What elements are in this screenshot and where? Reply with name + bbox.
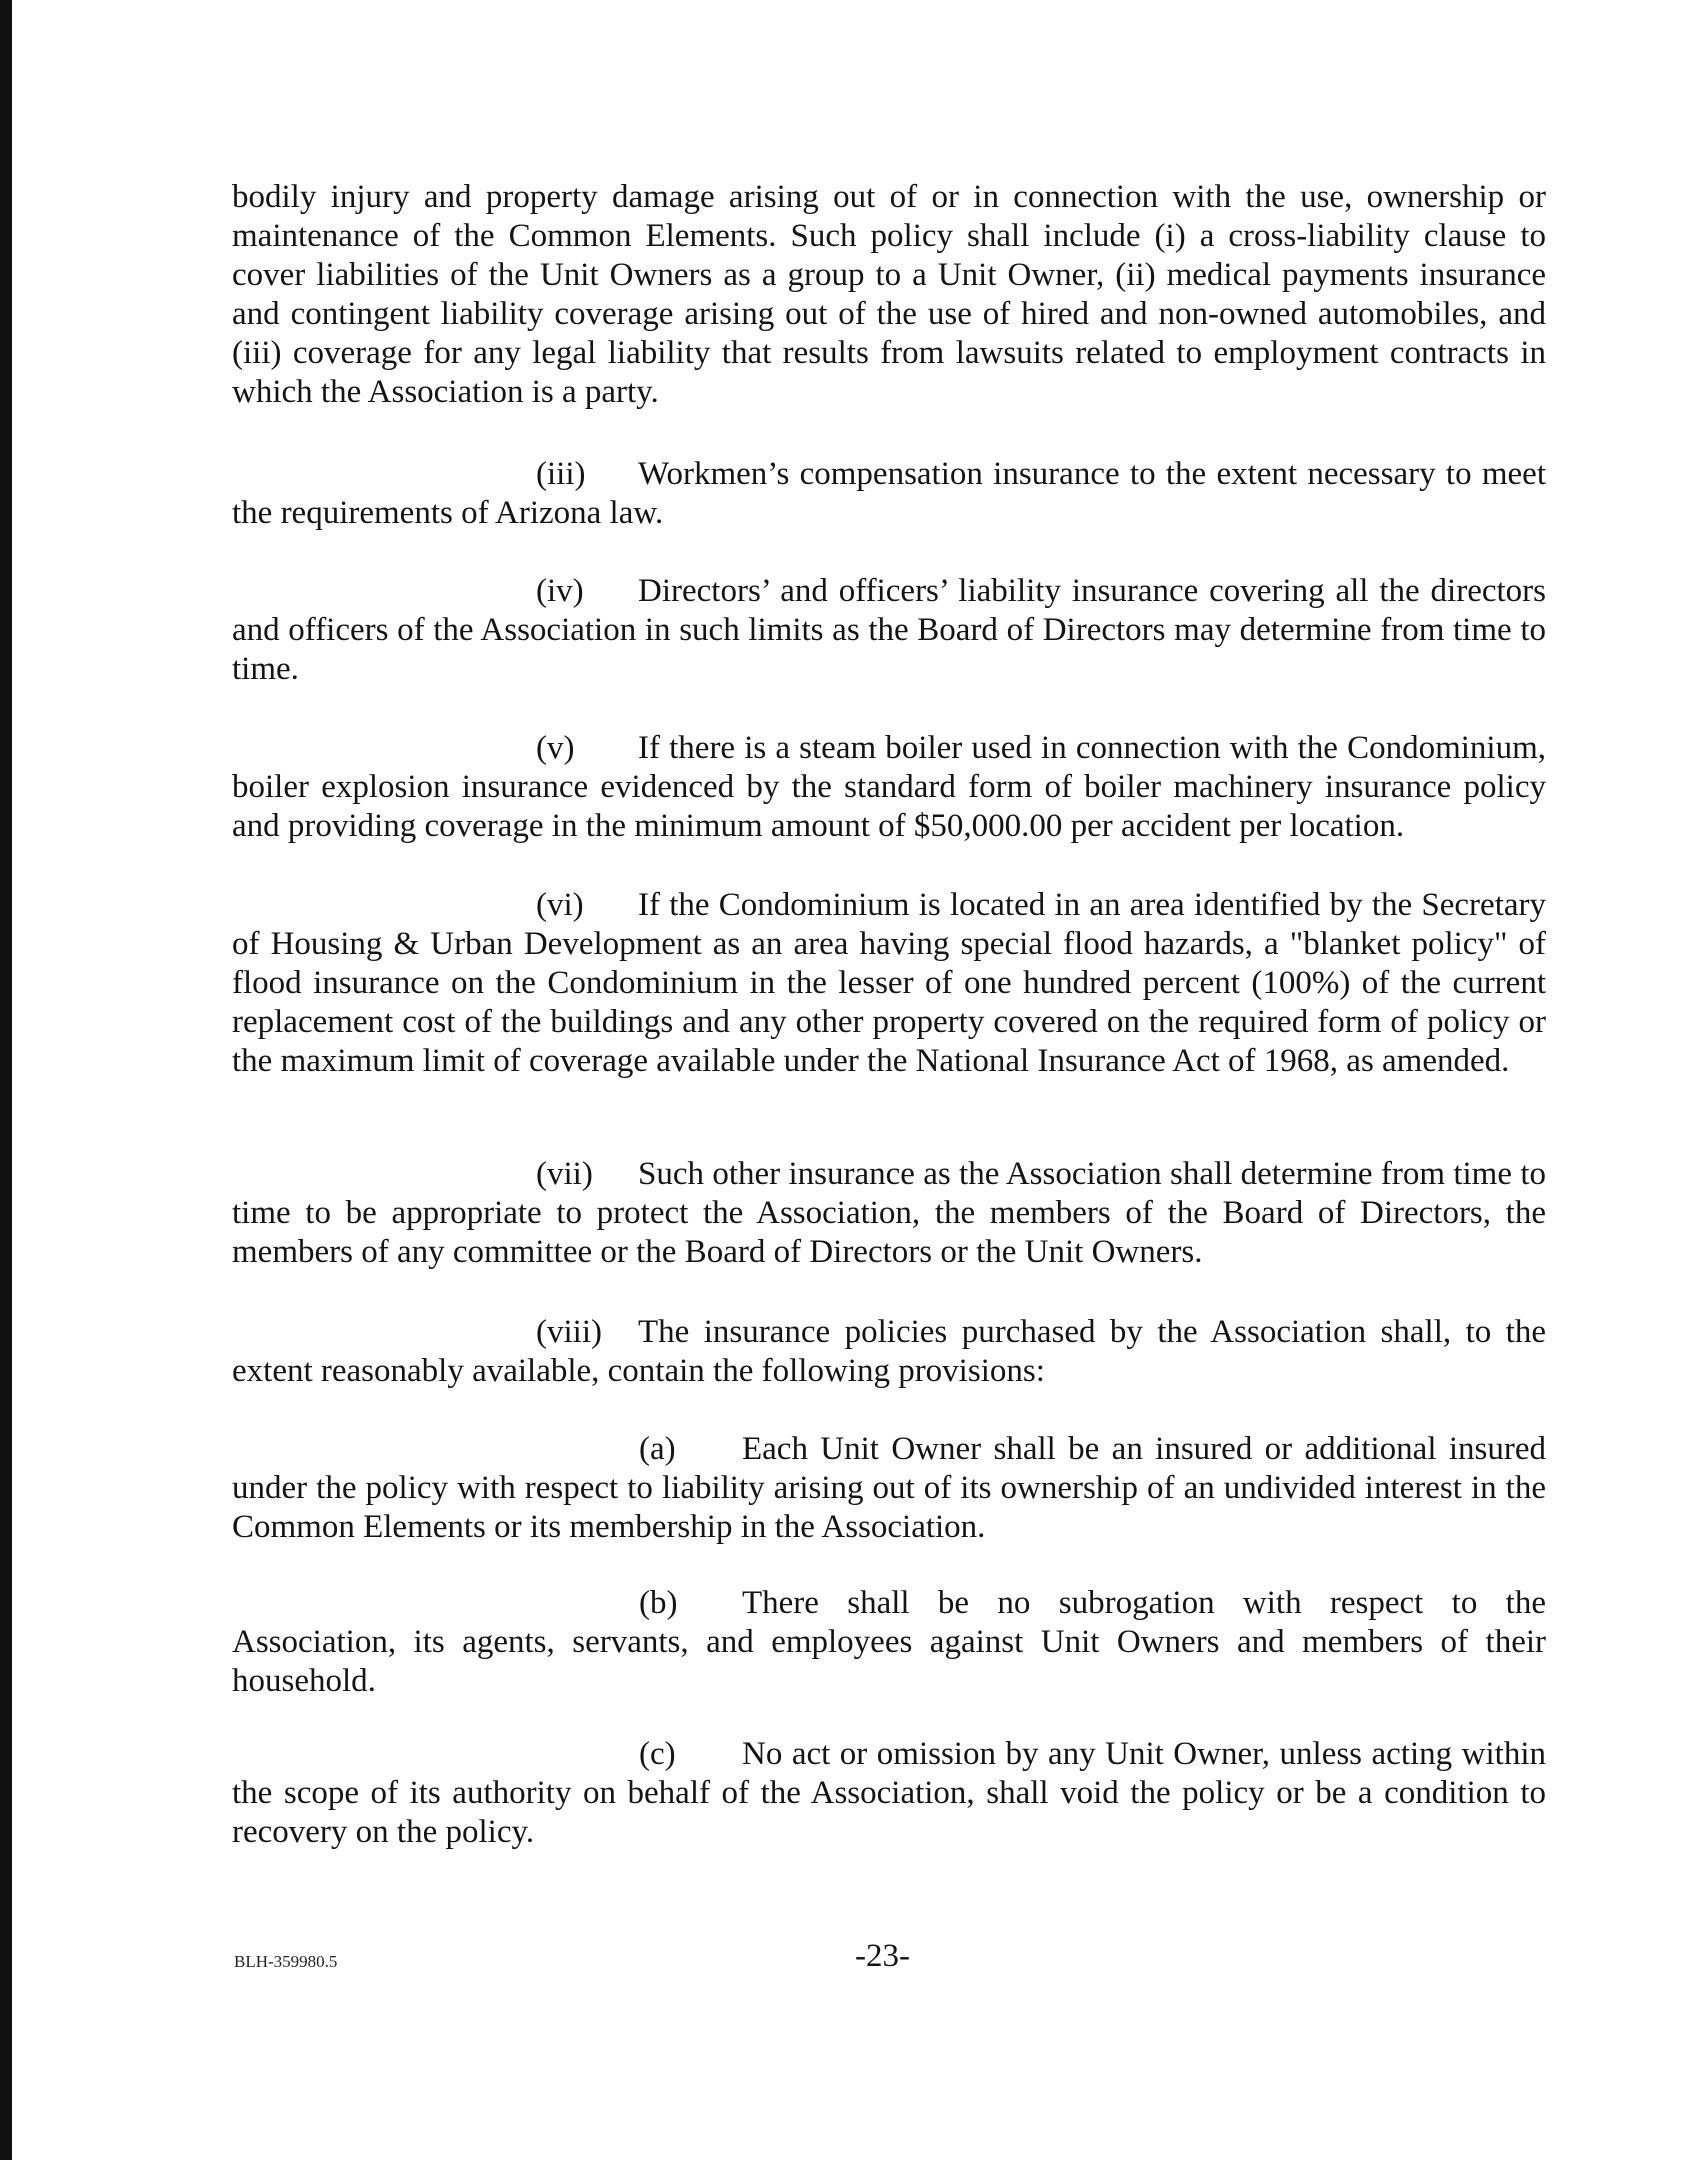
paragraph-iii (232, 455, 1546, 533)
paragraph-v (232, 729, 1546, 846)
paragraph-text: There shall be no subrogation with respect to the Association, its agents, servants, and employees against Unit Owners and members of their household. (232, 1585, 1546, 1699)
footer-document-id: BLH-359980.5 (234, 1952, 338, 1971)
scan-edge (0, 0, 12, 2160)
paragraph-label: (c) (639, 1736, 676, 1772)
paragraph-c (232, 1735, 1546, 1852)
paragraph-text: bodily injury and property damage arising out of or in connection with the use, ownership or maintenance of the Common Elements. Such policy shall include (i) a cross-liability clause to cover liabilities of the Unit Owners as a group to a Unit Owner, (ii) medical payments insurance and contingent liability coverage arising out of the use of hired and non-owned automobiles, and (iii) coverage for any legal liability that results from lawsuits related to employment contracts in which the Association is a party. (232, 179, 1546, 410)
paragraph-viii (232, 1313, 1546, 1391)
paragraph-label: (viii) (536, 1314, 602, 1350)
paragraph-label: (vi) (536, 887, 584, 923)
paragraph-label: (iii) (536, 456, 586, 492)
paragraph-text: Each Unit Owner shall be an insured or additional insured under the policy with respect to liability arising out of its ownership of an undivided interest in the Common Elements or its membership in the Association. (232, 1431, 1546, 1545)
paragraph-text: Workmen’s compensation insurance to the extent necessary to meet the requirements of Arizona law. (232, 456, 1546, 531)
paragraph-continuation (232, 178, 1546, 412)
paragraph-label: (v) (536, 730, 575, 766)
paragraph-label: (iv) (536, 573, 584, 609)
page-number: -23- (855, 1938, 910, 1974)
paragraph-vi (232, 886, 1546, 1081)
paragraph-iv (232, 572, 1546, 689)
paragraph-b (232, 1584, 1546, 1701)
paragraph-a (232, 1430, 1546, 1547)
paragraph-label: (b) (639, 1585, 678, 1621)
paragraph-text: Such other insurance as the Association shall determine from time to time to be appropriate to protect the Association, the members of the Board of Directors, the members of any committee or the Board of Directors or the Unit Owners. (232, 1156, 1546, 1270)
paragraph-text: No act or omission by any Unit Owner, unless acting within the scope of its authority on behalf of the Association, shall void the policy or be a condition to recovery on the policy. (232, 1736, 1546, 1850)
paragraph-text: Directors’ and officers’ liability insurance covering all the directors and officers of the Association in such limits as the Board of Directors may determine from time to time. (232, 573, 1546, 687)
paragraph-text: The insurance policies purchased by the Association shall, to the extent reasonably available, contain the following provisions: (232, 1314, 1546, 1389)
paragraph-vii (232, 1155, 1546, 1272)
paragraph-label: (a) (639, 1431, 676, 1467)
paragraph-text: If the Condominium is located in an area identified by the Secretary of Housing & Urban Development as an area having special flood hazards, a "blanket policy" of flood insurance on the Condominium in the lesser of one hundred percent (100%) of the current replacement cost of the buildings and any other property covered on the required form of policy or the maximum limit of coverage available under the National Insurance Act of 1968, as amended. (232, 887, 1546, 1079)
paragraph-label: (vii) (536, 1156, 593, 1192)
paragraph-text: If there is a steam boiler used in connection with the Condominium, boiler explosion insurance evidenced by the standard form of boiler machinery insurance policy and providing coverage in the minimum amount of $50,000.00 per accident per location. (232, 730, 1546, 844)
